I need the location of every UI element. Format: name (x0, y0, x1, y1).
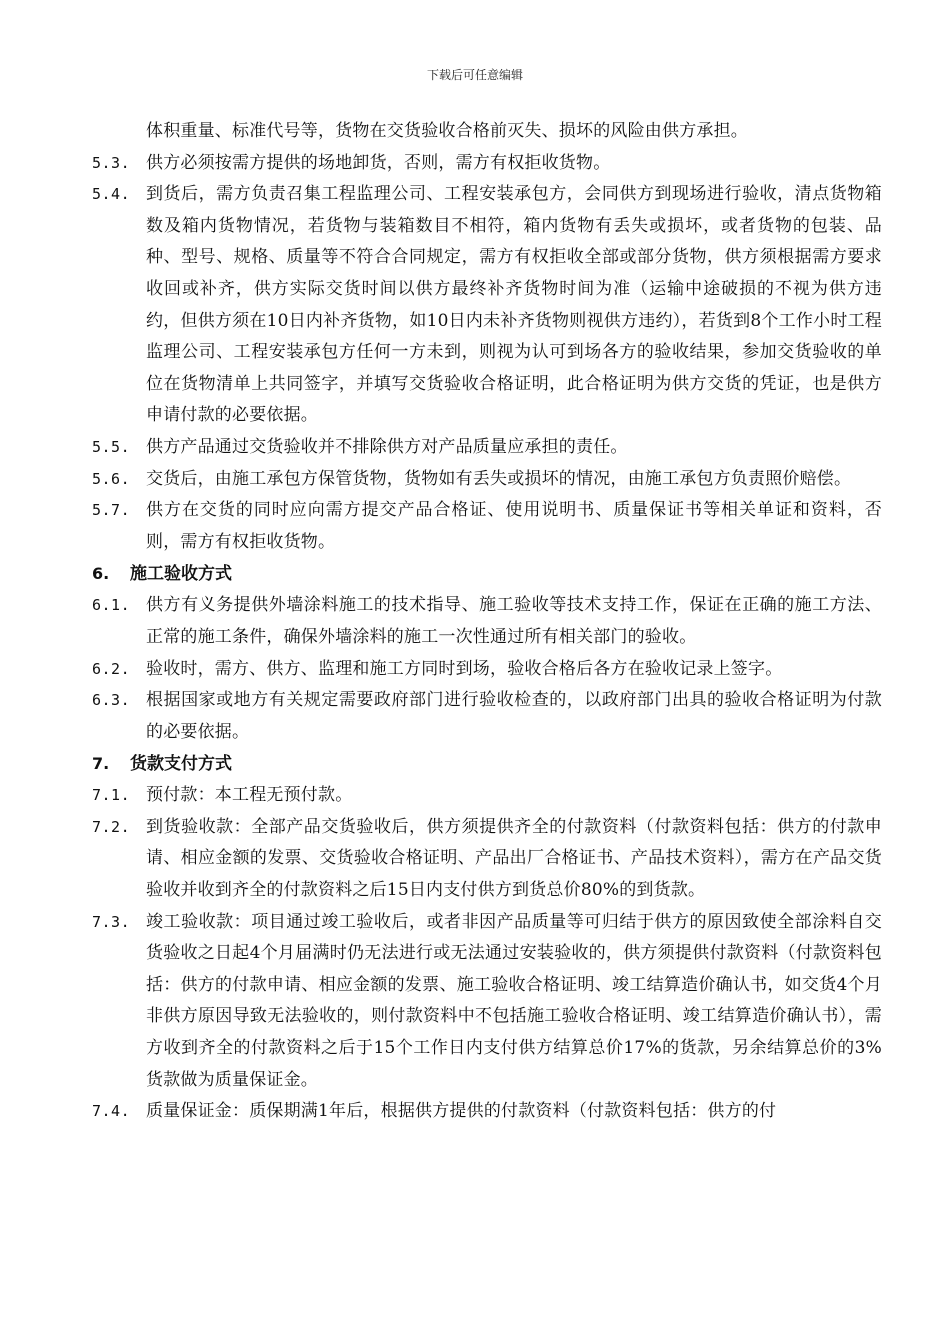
clause-number: 7.4. (92, 1102, 131, 1121)
clause-number: 6.1. (92, 596, 131, 615)
document-body (92, 116, 882, 1128)
clause-5-4 (92, 179, 882, 432)
section-title: 施工验收方式 (130, 564, 232, 585)
clause-number: 6.3. (92, 691, 131, 710)
clause-text: 供方在交货的同时应向需方提交产品合格证、使用说明书、质量保证书等相关单证和资料，否则，需方有权拒收货物。 (146, 500, 882, 552)
clause-number: 6.2. (92, 659, 131, 678)
clause-text: 竣工验收款：项目通过竣工验收后，或者非因产品质量等可归结于供方的原因致使全部涂料自交货验收之日起4个月届满时仍无法进行或无法通过安装验收的，供方须提供付款资料（付款资料包括：供方的付款申请、相应金额的发票、施工验收合格证明、竣工结算造价确认书，如交货4个月非供方原因导致无法验收的，则付款资料中不包括施工验收合格证明、竣工结算造价确认书），需方收到齐全的付款资料之后于15个工作日内支付供方结算总价17%的货款，另余结算总价的3%货款做为质量保证金。 (146, 911, 882, 1090)
section-number: 7. (92, 754, 110, 774)
clause-text: 根据国家或地方有关规定需要政府部门进行验收检查的，以政府部门出具的验收合格证明为付款的必要依据。 (146, 690, 882, 742)
clause-number: 7.3. (92, 912, 131, 931)
clause-5-3 (92, 148, 882, 180)
clause-text: 供方必须按需方提供的场地卸货，否则，需方有权拒收货物。 (146, 152, 611, 173)
clause-number: 5.4. (92, 185, 131, 204)
clause-7-1 (92, 780, 882, 812)
clause-number: 5.6. (92, 469, 131, 488)
clause-6-3 (92, 685, 882, 748)
section-title: 货款支付方式 (130, 754, 232, 775)
section-number: 6. (92, 564, 110, 584)
clause-7-3 (92, 907, 882, 1097)
clause-5-5 (92, 432, 882, 464)
clause-text: 质量保证金：质保期满1年后，根据供方提供的付款资料（付款资料包括：供方的付 (146, 1101, 777, 1122)
section-7-heading (92, 748, 882, 780)
clause-text: 验收时，需方、供方、监理和施工方同时到场，验收合格后各方在验收记录上签字。 (146, 658, 783, 679)
clause-number: 5.5. (92, 437, 131, 456)
clause-text: 供方产品通过交货验收并不排除供方对产品质量应承担的责任。 (146, 436, 628, 457)
section-6-heading (92, 558, 882, 590)
continuation-text: 体积重量、标准代号等，货物在交货验收合格前灭失、损坏的风险由供方承担。 (146, 121, 748, 141)
clause-7-2 (92, 812, 882, 907)
clause-5-7 (92, 495, 882, 558)
clause-number: 5.7. (92, 501, 131, 520)
clause-text: 到货验收款：全部产品交货验收后，供方须提供齐全的付款资料（付款资料包括：供方的付款申请、相应金额的发票、交货验收合格证明、产品出厂合格证书、产品技术资料），需方在产品交货验收并收到齐全的付款资料之后15日内支付供方到货总价80%的到货款。 (146, 816, 882, 901)
clause-7-4 (92, 1096, 882, 1128)
clause-text: 到货后，需方负责召集工程监理公司、工程安装承包方，会同供方到现场进行验收，清点货物箱数及箱内货物情况，若货物与装箱数目不相符，箱内货物有丢失或损坏，或者货物的包装、品种、型号、规格、质量等不符合合同规定，需方有权拒收全部或部分货物，供方须根据需方要求收回或补齐，供方实际交货时间以供方最终补齐货物时间为准（运输中途破损的不视为供方违约，但供方须在10日内补齐货物，如10日内未补齐货物则视供方违约），若货到8个工作小时工程监理公司、工程安装承包方任何一方未到，则视为认可到场各方的验收结果，参加交货验收的单位在货物清单上共同签字，并填写交货验收合格证明，此合格证明为供方交货的凭证，也是供方申请付款的必要依据。 (146, 184, 882, 426)
clause-number: 7.1. (92, 786, 131, 805)
page-header: 下载后可任意编辑 (426, 68, 523, 82)
clause-text: 交货后，由施工承包方保管货物，货物如有丢失或损坏的情况，由施工承包方负责照价赔偿。 (146, 468, 852, 489)
clause-5-6 (92, 464, 882, 496)
clause-text: 预付款：本工程无预付款。 (146, 785, 353, 806)
clause-number: 5.3. (92, 153, 131, 172)
clause-6-1 (92, 590, 882, 653)
clause-text: 供方有义务提供外墙涂料施工的技术指导、施工验收等技术支持工作，保证在正确的施工方法、正常的施工条件，确保外墙涂料的施工一次性通过所有相关部门的验收。 (146, 595, 882, 647)
clause-6-2 (92, 654, 882, 686)
clause-number: 7.2. (92, 817, 131, 836)
